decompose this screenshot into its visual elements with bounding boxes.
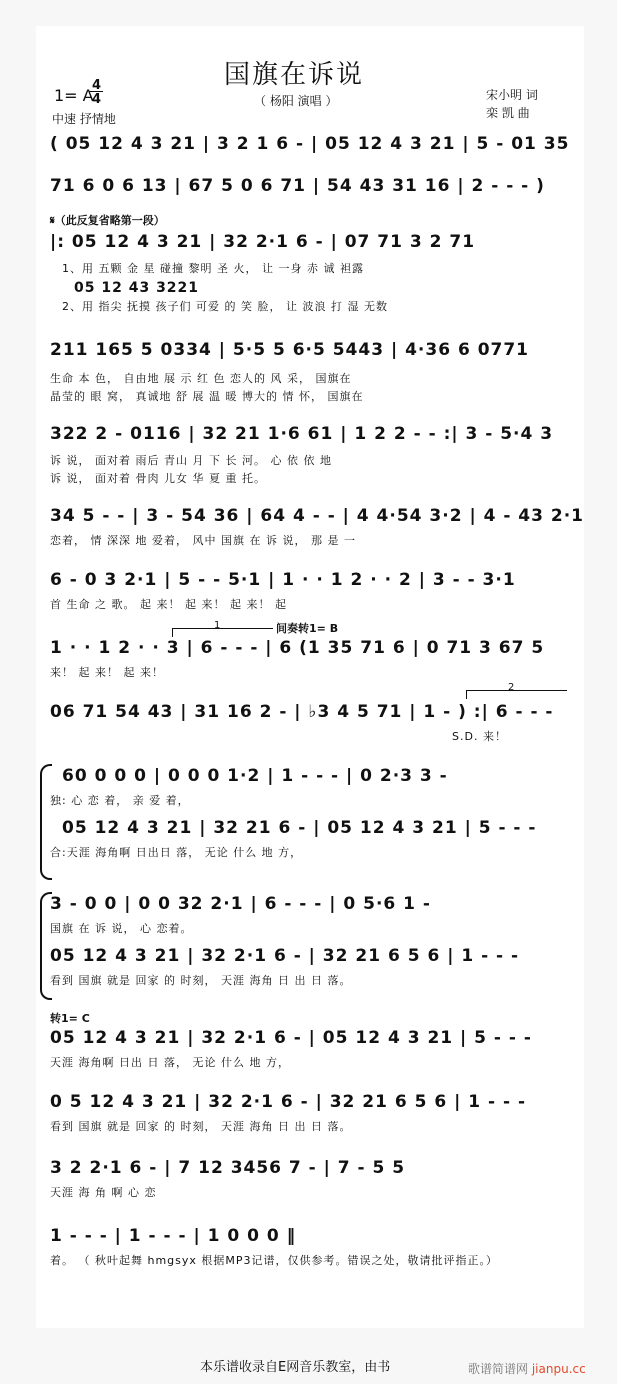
volta-1-bracket xyxy=(172,628,273,637)
volta-1-label: 1 xyxy=(214,620,221,631)
notation-line: 05 12 4 3 21 | 32 21 6 - | 05 12 4 3 21 | 5 - - - xyxy=(62,818,537,838)
notation-line: 05 12 4 3 21 | 32 2·1 6 - | 05 12 4 3 21 | 5 - - - xyxy=(50,1028,532,1048)
lyric-line: 恋着， 情 深深 地 爱着， 风中 国旗 在 诉 说， 那 是 一 xyxy=(50,534,356,547)
lyric-line: 诉 说， 面对着 雨后 青山 月 下 长 河。 心 依 依 地 xyxy=(50,454,332,467)
singer-credit: （ 杨阳 演唱 ） xyxy=(254,94,338,108)
volta-2-bracket xyxy=(466,690,567,699)
notation-line: 05 12 4 3 21 | 32 2·1 6 - | 32 21 6 5 6 | 1 - - - xyxy=(50,946,520,966)
notation-line: 211 165 5 0334 | 5·5 5 6·5 5443 | 4·36 6 0771 xyxy=(50,340,530,360)
notation-line: 05 12 43 3221 xyxy=(74,280,200,296)
lyric-line: 独: 心 恋 着， 亲 爱 着， xyxy=(50,794,190,807)
notation-line: 3 - 0 0 | 0 0 32 2·1 | 6 - - - | 0 5·6 1 - xyxy=(50,894,431,914)
lyric-line: 首 生命 之 歌。 起 来！ 起 来！ 起 来！ 起 xyxy=(50,598,287,611)
notation-line: 6 - 0 3 2·1 | 5 - - 5·1 | 1 · · 1 2 · · 2 | 3 - - 3·1 xyxy=(50,570,516,590)
key-signature: 1= A xyxy=(54,86,94,105)
watermark xyxy=(468,1360,586,1377)
volta-2-label: 2 xyxy=(508,682,515,693)
lyric-line: 国旗 在 诉 说， 心 恋着。 xyxy=(50,922,193,935)
lyric-line: 着。 （ 秋叶起舞 hmgsyx 根据MP3记谱，仅供参考。错误之处，敬请批评指正。） xyxy=(50,1254,499,1267)
notation-line: |: 05 12 4 3 21 | 32 2·1 6 - | 07 71 3 2 71 xyxy=(50,232,476,252)
lyric-line: 天涯 海 角 啊 心 恋 xyxy=(50,1186,157,1199)
lyricist-credit: 宋小明 词 xyxy=(486,88,538,102)
dal-segno-note: 𝄋（此反复省略第一段） xyxy=(50,214,165,227)
interlude-modulation: 间奏转1= B xyxy=(276,622,339,635)
notation-line: ( 05 12 4 3 21 | 3 2 1 6 - | 05 12 4 3 21 | 5 - 01 35 xyxy=(50,134,570,154)
tempo-marking: 中速 抒情地 xyxy=(52,112,116,126)
watermark-site-name: 歌谱简谱网 xyxy=(468,1362,529,1376)
notation-line: 06 71 54 43 | 31 16 2 - | ♭3 4 5 71 | 1 - ) :| 6 - - - xyxy=(50,702,554,722)
lyric-line: 晶莹的 眼 窝， 真诚地 舒 展 温 暖 博大的 情 怀， 国旗在 xyxy=(50,390,364,403)
notation-line: 34 5 - - | 3 - 54 36 | 64 4 - - | 4 4·54 3·2 | 4 - 43 2·1 xyxy=(50,506,584,526)
composer-credit: 栾 凯 曲 xyxy=(486,106,530,120)
notation-line: 71 6 0 6 13 | 67 5 0 6 71 | 54 43 31 16 | 2 - - - ) xyxy=(50,176,545,196)
lyric-line: 2、用 指尖 抚摸 孩子们 可爱 的 笑 脸， 让 波浪 打 湿 无数 xyxy=(62,300,388,313)
lyric-line: 合:天涯 海角啊 日出日 落， 无论 什么 地 方， xyxy=(50,846,303,859)
lyric-line: 生命 本 色， 自由地 展 示 红 色 恋人的 风 采， 国旗在 xyxy=(50,372,352,385)
lyric-line: 天涯 海角啊 日出 日 落， 无论 什么 地 方， xyxy=(50,1056,290,1069)
song-title: 国旗在诉说 xyxy=(224,60,365,90)
lyric-line: 看到 国旗 就是 回家 的 时刻， 天涯 海角 日 出 日 落。 xyxy=(50,1120,352,1133)
lyric-line: 来！ 起 来！ 起 来！ xyxy=(50,666,164,679)
modulation-to-c: 转1= C xyxy=(50,1012,90,1025)
time-signature-bottom: 4 xyxy=(92,92,102,107)
lyric-line: 看到 国旗 就是 回家 的 时刻， 天涯 海角 日 出 日 落。 xyxy=(50,974,352,987)
duet-brace-1 xyxy=(40,764,52,880)
notation-line: 0 5 12 4 3 21 | 32 2·1 6 - | 32 21 6 5 6 | 1 - - - xyxy=(50,1092,526,1112)
notation-line: 3 2 2·1 6 - | 7 12 3456 7 - | 7 - 5 5 xyxy=(50,1158,406,1178)
notation-line: 1 · · 1 2 · · 3 | 6 - - - | 6 (1 35 71 6 | 0 71 3 67 5 xyxy=(50,638,545,658)
lyric-line: S.D. 来！ xyxy=(452,730,507,743)
notation-line: 1 - - - | 1 - - - | 1 0 0 0 ‖ xyxy=(50,1226,297,1246)
source-note: 本乐谱收录自E网音乐教室，由书 xyxy=(200,1360,391,1375)
lyric-line: 1、用 五颗 金 星 碰撞 黎明 圣 火， 让 一身 赤 诚 袒露 xyxy=(62,262,364,275)
notation-line: 322 2 - 0116 | 32 21 1·6 61 | 1 2 2 - - :| 3 - 5·4 3 xyxy=(50,424,554,444)
watermark-domain: jianpu.cc xyxy=(531,1362,586,1376)
lyric-line: 诉 说， 面对着 骨肉 儿女 华 夏 重 托。 xyxy=(50,472,266,485)
notation-line: 60 0 0 0 | 0 0 0 1·2 | 1 - - - | 0 2·3 3 - xyxy=(62,766,448,786)
time-signature-top: 4 xyxy=(92,78,102,93)
